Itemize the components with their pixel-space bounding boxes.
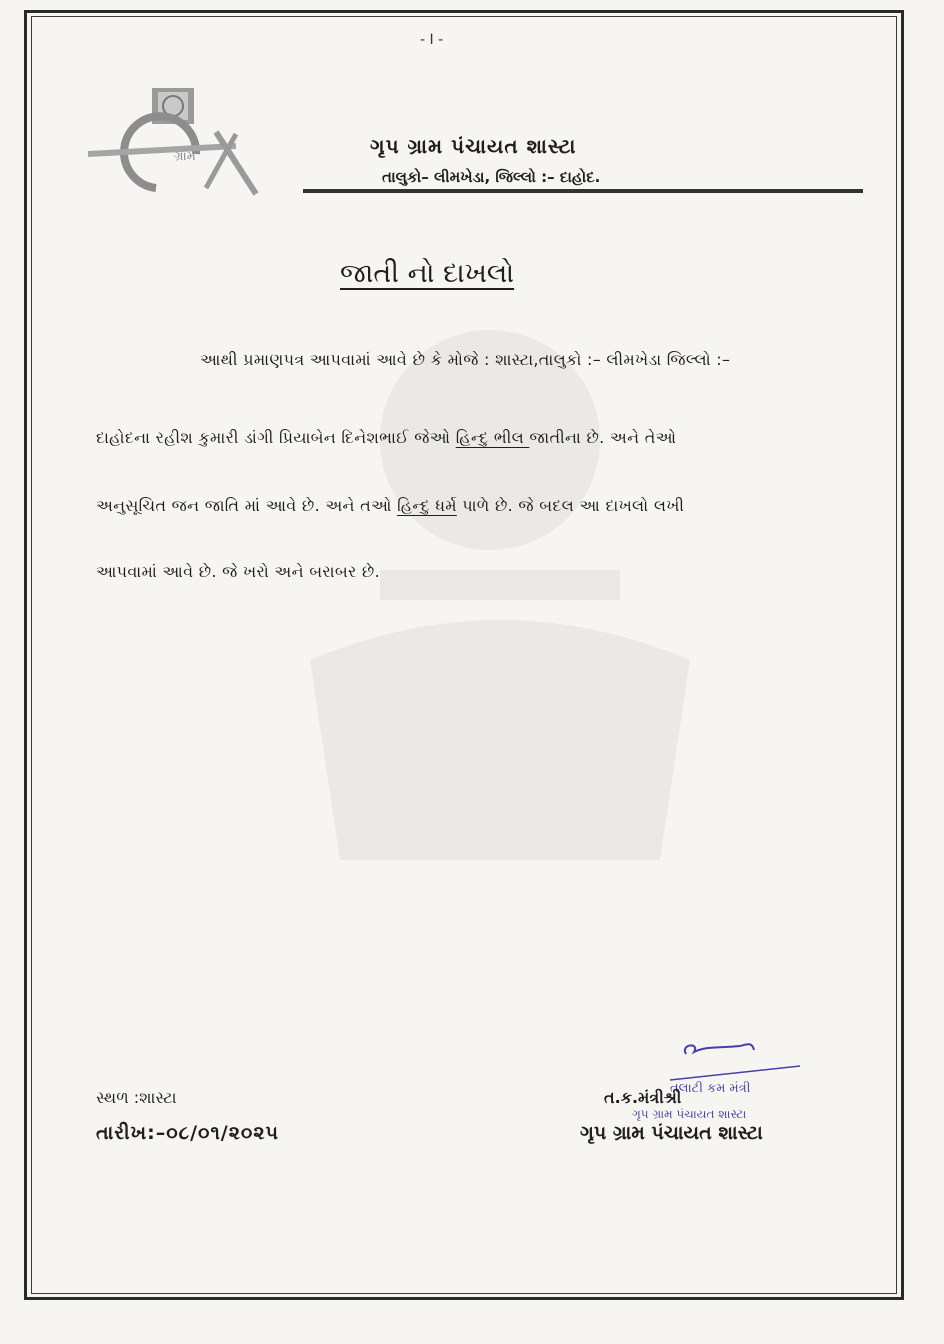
document-title: જાતી નો દાખલો [340,258,515,289]
place-label: સ્થળ :શાસ્ટા [96,1088,177,1107]
watermark-emblem [290,320,710,890]
page-number: - I - [420,32,444,48]
header-divider [303,189,863,193]
religion-name: હિન્દુ ધર્મ [397,496,457,515]
signatory-org: ગૃપ ગ્રામ પંચાયત શાસ્ટા [580,1122,763,1144]
panchayat-address: તાલુકો– લીમખેડા, જિલ્લો :– દાહોદ. [382,168,601,186]
body-line-1: આથી પ્રમાણપત્ર આપવામાં આવે છે કે મોજે : શાસ્ટા,તાલુકો :– લીમખેડા જિલ્લો :– [200,350,731,369]
stamp-line-1: તલાટી કમ મંત્રી [670,1081,751,1096]
body-line-3 [96,496,684,516]
stamp-line-2: ગૃપ ગ્રામ પંચાયત શાસ્ટા [632,1107,747,1121]
signatory-title: ત.ક.મંત્રીશ્રી [604,1088,682,1107]
official-stamp [630,1040,810,1130]
panchayat-name: ગૃપ ગ્રામ પંચાયત શાસ્ટા [370,134,577,158]
gram-logo [86,84,262,204]
date-label: તારીખ:–૦૮/૦૧/૨૦૨૫ [96,1122,279,1144]
body-line-4: આપવામાં આવે છે. જે ખરો અને બરાબર છે. [96,562,380,581]
signature-scribble [685,1044,754,1054]
body-line-2 [96,428,676,448]
body-line-2-start: દાહોદના રહીશ કુમારી ડાંગી પ્રિયાબેન દિનેશભાઈ જેઓ [96,428,456,447]
caste-name: હિન્દુ ભીલ [455,428,530,447]
logo-text: ગ્રામ [174,149,196,164]
body-line-2-end: જાતીના છે. અને તેઓ [529,428,677,447]
body-line-3-start: અનુસૂચિત જન જાતિ માં આવે છે. અને તઓ [96,496,398,515]
body-line-3-end: પાળે છે. જે બદલ આ દાખલો લખી [456,496,685,515]
